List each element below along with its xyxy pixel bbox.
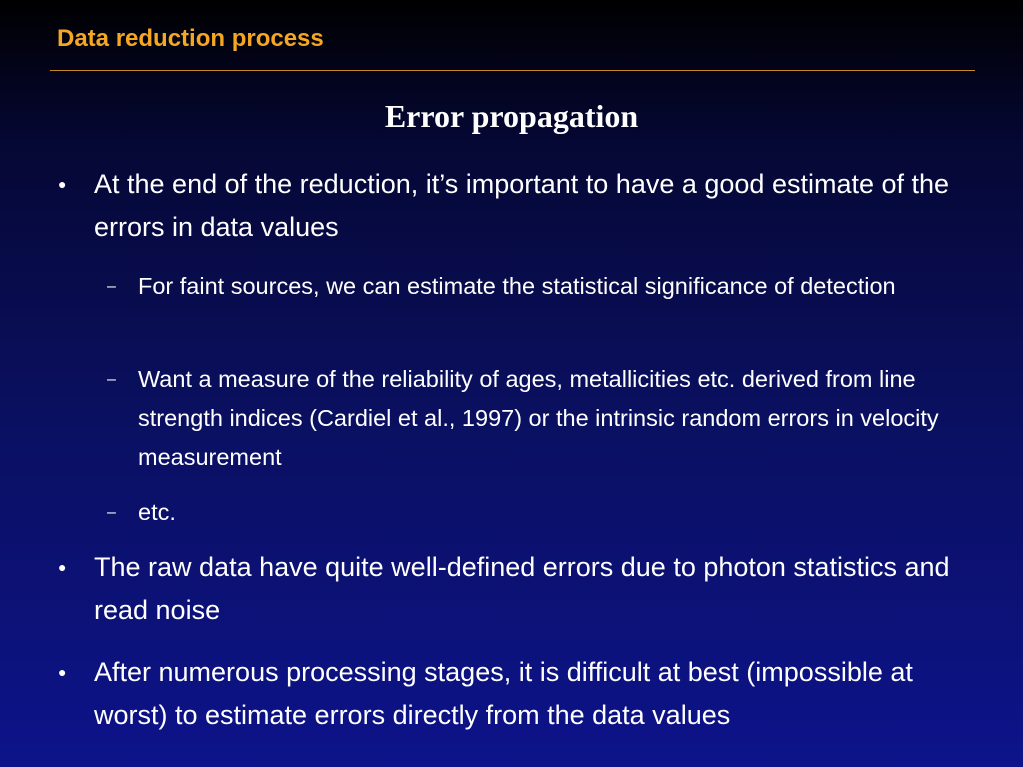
sub-bullet-text: etc. [138,499,176,525]
header-title: Data reduction process [57,25,324,52]
sub-bullet-item-3 [107,493,968,532]
bullet-text: After numerous processing stages, it is difficult at best (impossible at worst) to estimate errors directly from the data values [94,657,913,730]
bullet-text: The raw data have quite well-defined errors due to photon statistics and read noise [94,552,950,625]
dash-marker-icon: – [107,278,116,295]
sub-bullet-item-1 [107,267,968,306]
slide-title: Error propagation [384,98,639,134]
header-divider [50,70,975,71]
bullet-item-3 [58,651,974,737]
sub-bullet-item-2 [107,360,968,477]
bullet-marker-icon: ● [58,664,67,680]
bullet-marker-icon: ● [58,176,67,192]
bullet-marker-icon: ● [58,559,67,575]
bullet-item-1 [58,163,974,249]
sub-bullet-text: For faint sources, we can estimate the statistical significance of detection [138,273,896,299]
bullet-text: At the end of the reduction, it’s important to have a good estimate of the errors in data values [94,169,950,242]
dash-marker-icon: – [107,371,116,388]
bullet-item-2 [58,546,974,632]
dash-marker-icon: – [107,504,116,521]
sub-bullet-text: Want a measure of the reliability of ages, metallicities etc. derived from line strength indices (Cardiel et al., 1997) or the intrinsic random errors in velocity measurement [138,366,939,470]
